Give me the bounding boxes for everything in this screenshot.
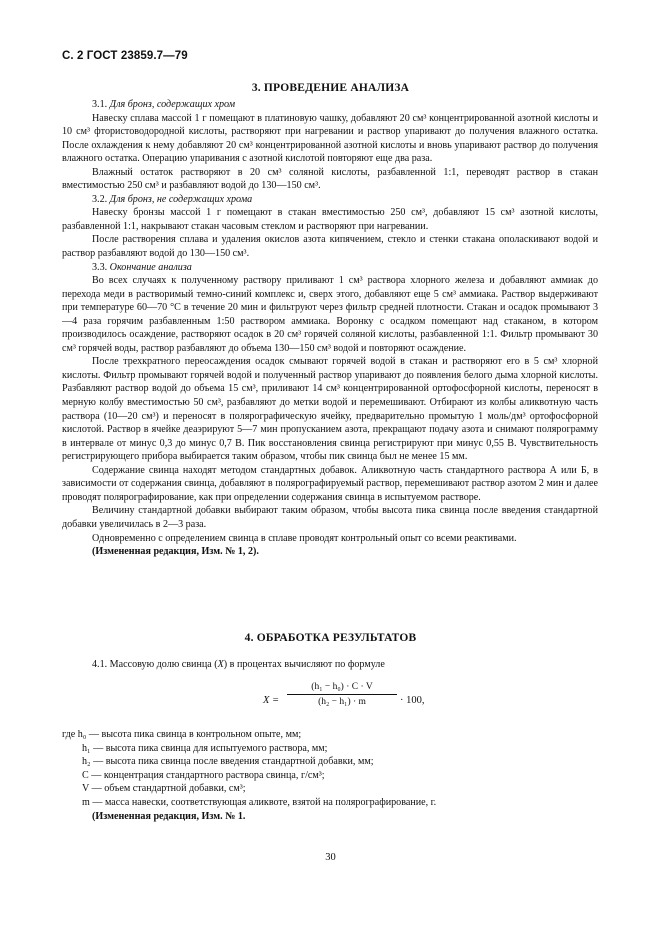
clause-3-3-heading: 3.3. Окончание анализа <box>92 261 192 273</box>
clause-3-2-text-a: Навеску бронзы массой 1 г помещают в стакан вместимостью 250 см³, добавляют 15 см³ азотной кислоты, разбавленной 1:1, накрывают стакан часовым стеклом и растворяют при нагревании. <box>62 207 598 232</box>
clause-3-3-text-c: Содержание свинца находят методом стандартных добавок. Аликвотную часть стандартного раствора А или Б, в зависимости от содержания свинца, добавляют в полярографируемый раствор, перемешивают раствор азотом 2 мин и далее проводят полярографирование, как при определении содержания свинца в испытуемом растворе. <box>62 464 598 503</box>
clause-3-1-text-b: Влажный остаток растворяют в 20 см³ соляной кислоты, разбавленной 1:1, переводят раствор в стакан вместимостью 250 см³ и разбавляют водой до 130—150 см³. <box>62 166 598 192</box>
amendment-note-1: (Измененная редакция, Изм. № 1, 2). <box>92 546 259 558</box>
clause-3-3-text-e: Одновременно с определением свинца в сплаве проводят контрольный опыт со всеми реактивами. <box>92 532 517 544</box>
amendment-note-2: (Измененная редакция, Изм. № 1. <box>92 810 246 822</box>
where-item: h₂ — высота пика свинца после введения стандартной добавки, мм; <box>82 756 374 768</box>
clause-3-2-text-b: После растворения сплава и удаления окислов азота кипячением, стекло и стенки стакана ополаскивают водой и раствор разбавляют водой до 130—150 см³. <box>62 234 598 260</box>
where-item: где h₀ — высота пика свинца в контрольном опыте, мм; <box>62 729 302 740</box>
section-3-body <box>62 98 598 559</box>
clause-3-2-heading: 3.2. Для бронз, не содержащих хрома <box>92 193 253 205</box>
formula-lhs: X = <box>263 695 280 706</box>
section-3-title: 3. ПРОВЕДЕНИЕ АНАЛИЗА <box>251 82 410 94</box>
formula-denominator: (h₂ − h₁) · m <box>318 697 366 707</box>
where-item: V — объем стандартной добавки, см³; <box>82 783 246 795</box>
where-item: C — концентрация стандартного раствора свинца, г/см³; <box>82 769 325 781</box>
page-header: С. 2 ГОСТ 23859.7—79 <box>62 50 188 62</box>
where-item: m — масса навески, соответствующая аликвоте, взятой на полярографирование, г. <box>82 796 437 808</box>
formula-fraction <box>287 682 397 707</box>
clause-3-3-text-a: Во всех случаях к полученному раствору приливают 1 см³ раствора хлорного железа и добавляют аммиак до перехода меди в растворимый темно-синий комплекс и, сверх этого, добавляют еще 5 см³ аммиака. Раствор выдерживают при температуре 60—70 °С в течение 20 мин и фильтруют через фильтр средней плотности. Стакан и осадок промывают 3—4 раза горячим разбавленным 1:50 раствором аммиака. Воронку с осадком помещают над стаканом, в котором производилось осаждение, растворяют осадок в 20 см³ горячей соляной кислоты, разбавленной 1:1. Фильтр промывают 30 см³ горячей воды, раствор разбавляют до объема 130—150 см³ водой и повторяют осаждение. <box>62 275 598 354</box>
where-list <box>62 728 602 823</box>
where-item: h₁ — высота пика свинца для испытуемого раствора, мм; <box>82 742 328 754</box>
formula-numerator: (h₁ − h₀) · C · V <box>311 682 373 692</box>
clause-3-1-heading: 3.1. Для бронз, содержащих хром <box>92 99 236 110</box>
clause-3-3-text-d: Величину стандартной добавки выбирают таким образом, чтобы высота пика свинца после введения стандартной добавки увеличилась в 2—3 раза. <box>62 505 598 530</box>
clause-4-1-intro: 4.1. Массовую долю свинца (X) в процентах вычисляют по формуле <box>92 659 385 670</box>
clause-3-3-text-b: После трехкратного переосаждения осадок смывают горячей водой в стакан и растворяют его в 5 см³ хлорной кислоты. Фильтр промывают горячей водой и полученный раствор упаривают до появления белого дыма хлорной кислоты. Разбавляют раствор водой до объема 15 см³, приливают 14 см³ концентрированной ортофосфорной кислоты, переносят в мерную колбу вместимостью 50 см³, разбавляют до метки водой и перемешивают. Отбирают из колбы аликвотную часть раствора (10—20 см³) и переносят в полярографическую ячейку, предварительно промытую 1 моль/дм³ ортофосфорной кислотой. Раствор в ячейке деаэрируют 5—7 мин пропусканием азота, прекращают подачу азота и снимают полярограмму в интервале от минус 0,3 до минус 0,7 В. Пик восстановления свинца регистрируют при минус 0,55 В. Чувствительность регистрирующего прибора выбирается таким образом, чтобы пик свинца был не менее 15 мм. <box>62 356 598 463</box>
formula-rhs: · 100, <box>400 695 425 706</box>
formula <box>263 682 463 724</box>
page-number: 30 <box>325 852 336 863</box>
section-4-title: 4. ОБРАБОТКА РЕЗУЛЬТАТОВ <box>244 632 417 644</box>
clause-3-1-text-a: Навеску сплава массой 1 г помещают в платиновую чашку, добавляют 20 см³ концентрированной азотной кислоты и 10 см³ фтористоводородной кислоты, растворяют при нагревании и раствор упаривают до получения влажного остатка. После охлаждения к нему добавляют 20 см³ концентрированной азотной кислоты и вновь упаривают раствор до получения влажного остатка. Операцию упаривания с азотной кислотой повторяют еще два раза. <box>62 112 598 165</box>
